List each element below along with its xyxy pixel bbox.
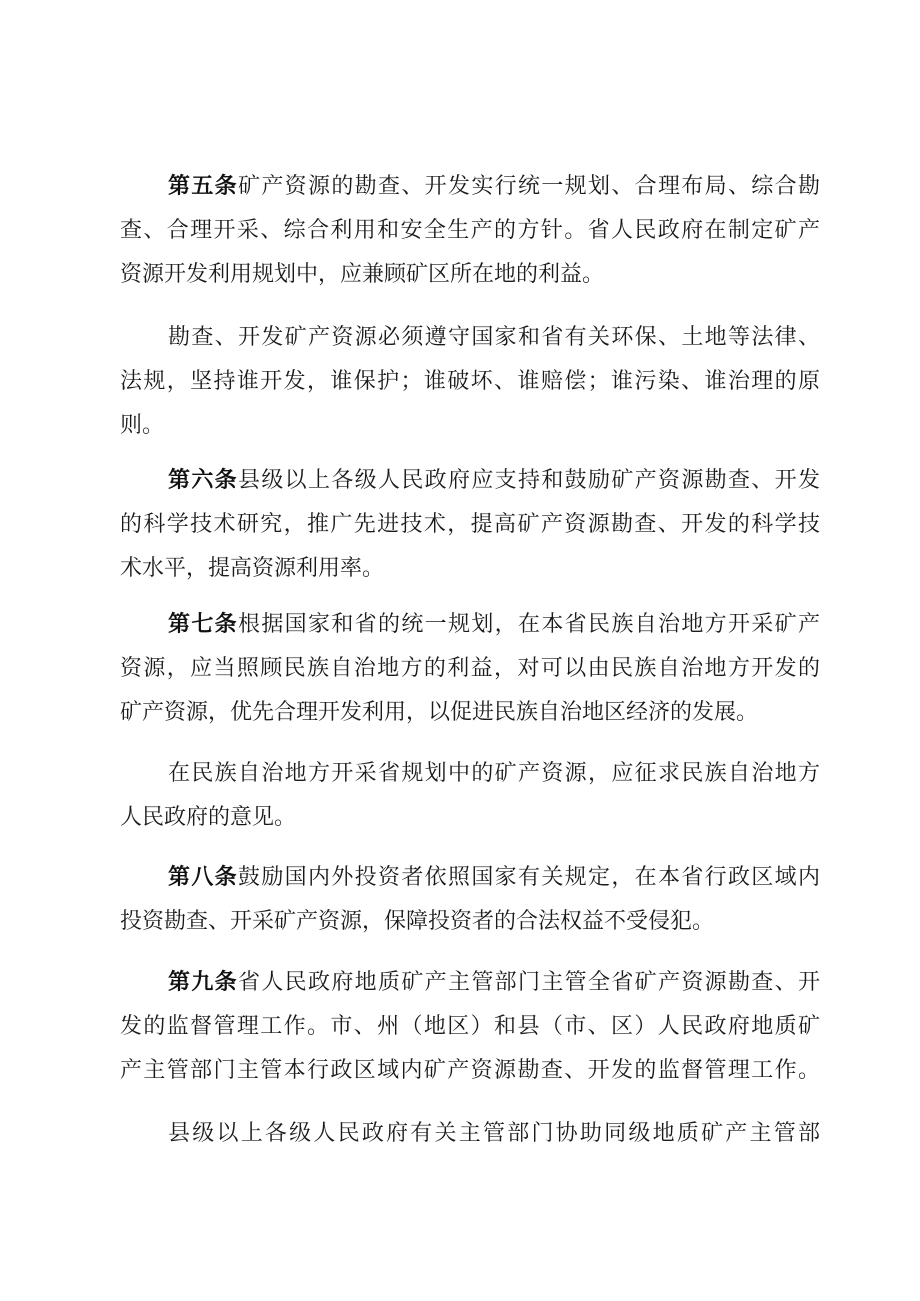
article-number: 第九条	[168, 970, 238, 995]
environment-protection-paragraph	[120, 316, 820, 448]
paragraph-line: 矿产资源，优先合理开发利用，以促进民族自治地区经济的发展。	[120, 700, 759, 725]
article-9-paragraph	[120, 961, 820, 1093]
paragraph-line: 在民族自治地方开采省规划中的矿产资源，应征求民族自治地方	[168, 761, 820, 786]
assisting-departments-paragraph	[120, 1112, 820, 1156]
article-8-paragraph	[120, 856, 820, 944]
paragraph-line	[120, 459, 820, 503]
paragraph-line: 发的监督管理工作。市、州（地区）和县（市、区）人民政府地质矿	[120, 1014, 820, 1039]
paragraph-line: 法规，坚持谁开发，谁保护；谁破坏、谁赔偿；谁污染、谁治理的原	[120, 369, 820, 394]
paragraph-line	[120, 165, 820, 209]
article-5-paragraph	[120, 165, 820, 297]
line-text: 县级以上各级人民政府应支持和鼓励矿产资源勘查、开发	[238, 468, 820, 493]
paragraph-line	[120, 603, 820, 647]
article-7-paragraph	[120, 603, 820, 735]
paragraph-line: 人民政府的意见。	[120, 805, 297, 830]
paragraph-line: 的科学技术研究，推广先进技术，提高矿产资源勘查、开发的科学技	[120, 512, 820, 537]
article-number: 第五条	[168, 174, 238, 199]
paragraph-line: 勘查、开发矿产资源必须遵守国家和省有关环保、土地等法律、	[168, 325, 820, 350]
line-text: 省人民政府地质矿产主管部门主管全省矿产资源勘查、开	[238, 970, 820, 995]
article-number: 第八条	[168, 865, 238, 890]
line-text: 矿产资源的勘查、开发实行统一规划、合理布局、综合勘	[238, 174, 820, 199]
article-number: 第六条	[168, 468, 238, 493]
article-number: 第七条	[168, 612, 238, 637]
line-text: 根据国家和省的统一规划，在本省民族自治地方开采矿产	[238, 612, 820, 637]
paragraph-line: 查、合理开采、综合利用和安全生产的方针。省人民政府在制定矿产	[120, 218, 820, 243]
paragraph-line: 县级以上各级人民政府有关主管部门协助同级地质矿产主管部	[168, 1121, 820, 1146]
paragraph-line	[120, 856, 820, 900]
paragraph-line: 则。	[120, 413, 165, 438]
autonomous-region-paragraph	[120, 752, 820, 840]
line-text: 鼓励国内外投资者依照国家有关规定，在本省行政区域内	[238, 865, 820, 890]
paragraph-line: 投资勘查、开采矿产资源，保障投资者的合法权益不受侵犯。	[120, 909, 715, 934]
paragraph-line	[120, 961, 820, 1005]
article-6-paragraph	[120, 459, 820, 591]
paragraph-line: 术水平，提高资源利用率。	[120, 556, 385, 581]
paragraph-line: 产主管部门主管本行政区域内矿产资源勘查、开发的监督管理工作。	[120, 1058, 820, 1083]
paragraph-line: 资源开发利用规划中，应兼顾矿区所在地的利益。	[120, 262, 605, 287]
paragraph-line: 资源，应当照顾民族自治地方的利益，对可以由民族自治地方开发的	[120, 656, 820, 681]
